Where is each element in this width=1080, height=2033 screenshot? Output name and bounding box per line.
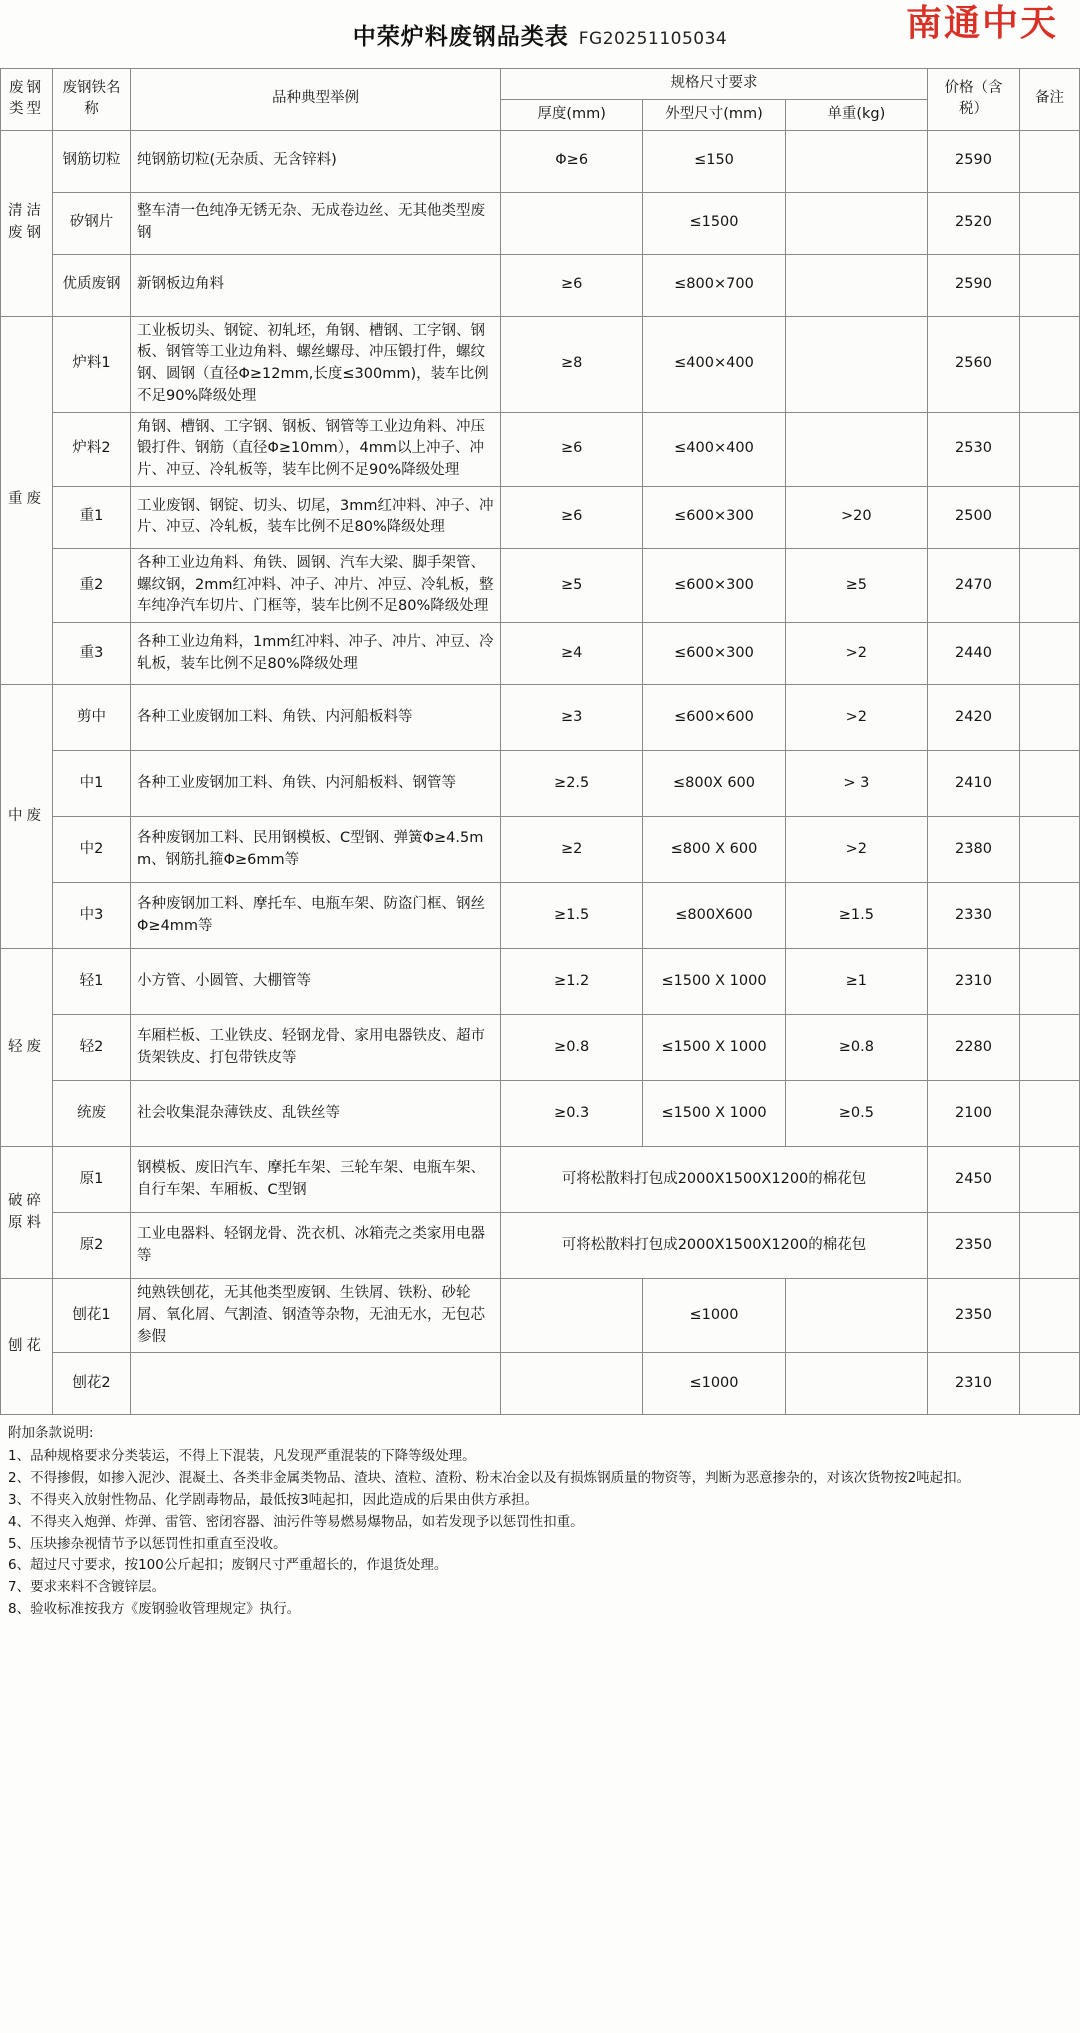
- unit-weight-cell: ≥0.8: [785, 1015, 927, 1081]
- col-remark: 备注: [1020, 69, 1080, 131]
- col-unit-weight: 单重(kg): [785, 99, 927, 130]
- note-item: 4、不得夹入炮弹、炸弹、雷管、密闭容器、油污件等易燃易爆物品，如若发现予以惩罚性扣重。: [8, 1513, 584, 1530]
- example-cell: 纯钢筋切粒(无杂质、无含锌料): [131, 130, 501, 192]
- price-cell: 2330: [928, 883, 1020, 949]
- category-cell: [1, 1147, 53, 1279]
- col-example: 品种典型举例: [131, 69, 501, 131]
- table-row: [1, 1279, 1080, 1353]
- col-name: 废钢铁名称: [53, 69, 131, 131]
- grade-name-cell: 中1: [53, 751, 131, 817]
- price-cell: 2100: [928, 1081, 1020, 1147]
- remark-cell: [1020, 412, 1080, 486]
- grade-name-cell: 矽钢片: [53, 192, 131, 254]
- table-row: [1, 254, 1080, 316]
- unit-weight-cell: [785, 1279, 927, 1353]
- price-cell: 2500: [928, 486, 1020, 548]
- price-cell: 2310: [928, 1353, 1020, 1415]
- unit-weight-cell: ≥1.5: [785, 883, 927, 949]
- grade-name-cell: 炉料1: [53, 316, 131, 412]
- unit-weight-cell: [785, 412, 927, 486]
- thickness-cell: ≥3: [501, 685, 643, 751]
- table-row: [1, 751, 1080, 817]
- table-row: [1, 548, 1080, 622]
- col-outer-size: 外型尺寸(mm): [643, 99, 785, 130]
- price-cell: 2420: [928, 685, 1020, 751]
- unit-weight-cell: [785, 192, 927, 254]
- example-cell: 各种工业废钢加工料、角铁、内河船板料、钢管等: [131, 751, 501, 817]
- price-cell: 2410: [928, 751, 1020, 817]
- thickness-cell: ≥6: [501, 486, 643, 548]
- example-cell: 各种工业废钢加工料、角铁、内河船板料等: [131, 685, 501, 751]
- example-cell: 工业电器料、轻钢龙骨、洗衣机、冰箱壳之类家用电器等: [131, 1213, 501, 1279]
- thickness-cell: ≥0.3: [501, 1081, 643, 1147]
- note-item: 2、不得掺假，如掺入泥沙、混凝土、各类非金属类物品、渣块、渣粒、渣粉、粉末冶金以及有损炼钢质量的物资等，判断为恶意掺杂的，对该次货物按2吨起扣。: [8, 1469, 971, 1486]
- remark-cell: [1020, 1015, 1080, 1081]
- outer-size-cell: ≤400×400: [643, 412, 785, 486]
- category-label: 清洁废钢: [8, 203, 45, 241]
- thickness-cell: ≥0.8: [501, 1015, 643, 1081]
- price-cell: 2530: [928, 412, 1020, 486]
- table-row: [1, 412, 1080, 486]
- grade-name-cell: 炉料2: [53, 412, 131, 486]
- price-cell: 2450: [928, 1147, 1020, 1213]
- unit-weight-cell: [785, 254, 927, 316]
- category-cell: [1, 685, 53, 949]
- outer-size-cell: ≤1000: [643, 1353, 785, 1415]
- thickness-cell: [501, 1353, 643, 1415]
- example-cell: 钢模板、废旧汽车、摩托车架、三轮车架、电瓶车架、自行车架、车厢板、C型钢: [131, 1147, 501, 1213]
- table-row: [1, 1213, 1080, 1279]
- outer-size-cell: ≤400×400: [643, 316, 785, 412]
- unit-weight-cell: >20: [785, 486, 927, 548]
- outer-size-cell: ≤600×300: [643, 623, 785, 685]
- price-cell: 2590: [928, 254, 1020, 316]
- thickness-cell: Φ≥6: [501, 130, 643, 192]
- category-cell: [1, 1279, 53, 1415]
- title-wrap: [353, 18, 727, 51]
- price-cell: 2350: [928, 1279, 1020, 1353]
- remark-cell: [1020, 1279, 1080, 1353]
- additional-terms: [0, 1415, 1080, 1639]
- remark-cell: [1020, 1147, 1080, 1213]
- remark-cell: [1020, 254, 1080, 316]
- category-cell: [1, 316, 53, 685]
- grade-name-cell: 优质废钢: [53, 254, 131, 316]
- page-title: 中荣炉料废钢品类表: [352, 23, 569, 50]
- table-row: [1, 1353, 1080, 1415]
- price-cell: 2590: [928, 130, 1020, 192]
- example-cell: 小方管、小圆管、大棚管等: [131, 949, 501, 1015]
- price-cell: 2380: [928, 817, 1020, 883]
- unit-weight-cell: ≥0.5: [785, 1081, 927, 1147]
- grade-name-cell: 原2: [53, 1213, 131, 1279]
- outer-size-cell: ≤150: [643, 130, 785, 192]
- thickness-cell: ≥2: [501, 817, 643, 883]
- note-item: 5、压块掺杂视情节予以惩罚性扣重直至没收。: [8, 1535, 287, 1552]
- table-row: [1, 623, 1080, 685]
- outer-size-cell: ≤800 X 600: [643, 817, 785, 883]
- price-cell: 2310: [928, 949, 1020, 1015]
- example-cell: 工业废钢、钢锭、切头、切尾，3mm红冲料、冲子、冲片、冲豆、冷轧板，装车比例不足80%降级处理: [131, 486, 501, 548]
- table-row: [1, 685, 1080, 751]
- example-cell: 工业板切头、钢锭、初轧坯，角钢、槽钢、工字钢、钢板、钢管等工业边角料、螺丝螺母、冲压锻打件，螺纹钢、圆钢（直径Φ≥12mm,长度≤300mm)，装车比例不足90%降级处理: [131, 316, 501, 412]
- document-code: FG20251105034: [578, 28, 728, 49]
- remark-cell: [1020, 130, 1080, 192]
- grade-name-cell: 原1: [53, 1147, 131, 1213]
- category-label: 轻废: [8, 1038, 45, 1055]
- example-cell: 社会收集混杂薄铁皮、乱铁丝等: [131, 1081, 501, 1147]
- merged-spec-cell: 可将松散料打包成2000X1500X1200的棉花包: [501, 1147, 928, 1213]
- price-cell: 2520: [928, 192, 1020, 254]
- thickness-cell: ≥4: [501, 623, 643, 685]
- price-cell: 2560: [928, 316, 1020, 412]
- category-cell: [1, 130, 53, 316]
- unit-weight-cell: >2: [785, 685, 927, 751]
- col-type: 废钢类型: [1, 69, 53, 131]
- table-row: [1, 1015, 1080, 1081]
- unit-weight-cell: >2: [785, 623, 927, 685]
- example-cell: 新钢板边角料: [131, 254, 501, 316]
- remark-cell: [1020, 548, 1080, 622]
- grade-name-cell: 钢筋切粒: [53, 130, 131, 192]
- thickness-cell: ≥6: [501, 412, 643, 486]
- remark-cell: [1020, 623, 1080, 685]
- category-label: 刨花: [8, 1337, 45, 1354]
- grade-name-cell: 统废: [53, 1081, 131, 1147]
- note-item: 6、超过尺寸要求，按100公斤起扣；废钢尺寸严重超长的，作退货处理。: [8, 1557, 448, 1574]
- grade-name-cell: 重3: [53, 623, 131, 685]
- outer-size-cell: ≤600×600: [643, 685, 785, 751]
- table-row: [1, 817, 1080, 883]
- thickness-cell: ≥5: [501, 548, 643, 622]
- remark-cell: [1020, 192, 1080, 254]
- thickness-cell: ≥8: [501, 316, 643, 412]
- document-header: [0, 0, 1080, 68]
- remark-cell: [1020, 486, 1080, 548]
- table-row: [1, 883, 1080, 949]
- unit-weight-cell: >2: [785, 817, 927, 883]
- unit-weight-cell: [785, 130, 927, 192]
- remark-cell: [1020, 685, 1080, 751]
- example-cell: 整车清一色纯净无锈无杂、无成卷边丝、无其他类型废钢: [131, 192, 501, 254]
- example-cell: 各种废钢加工料、摩托车、电瓶车架、防盗门框、钢丝Φ≥4mm等: [131, 883, 501, 949]
- grade-name-cell: 中3: [53, 883, 131, 949]
- thickness-cell: ≥2.5: [501, 751, 643, 817]
- grade-name-cell: 重1: [53, 486, 131, 548]
- thickness-cell: ≥1.5: [501, 883, 643, 949]
- thickness-cell: ≥1.2: [501, 949, 643, 1015]
- col-spec-group: 规格尺寸要求: [501, 69, 928, 100]
- remark-cell: [1020, 1213, 1080, 1279]
- outer-size-cell: ≤800×700: [643, 254, 785, 316]
- grade-name-cell: 剪中: [53, 685, 131, 751]
- outer-size-cell: ≤800X 600: [643, 751, 785, 817]
- price-cell: 2350: [928, 1213, 1020, 1279]
- example-cell: 各种工业边角料，1mm红冲料、冲子、冲片、冲豆、冷轧板，装车比例不足80%降级处理: [131, 623, 501, 685]
- remark-cell: [1020, 751, 1080, 817]
- note-item: 1、品种规格要求分类装运，不得上下混装，凡发现严重混装的下降等级处理。: [8, 1448, 476, 1465]
- notes-heading: 附加条款说明:: [8, 1425, 94, 1442]
- table-row: [1, 949, 1080, 1015]
- note-item: 7、要求来料不含镀锌层。: [8, 1579, 166, 1596]
- col-thickness: 厚度(mm): [501, 99, 643, 130]
- col-price: 价格（含税）: [928, 69, 1020, 131]
- price-cell: 2280: [928, 1015, 1020, 1081]
- grade-name-cell: 轻2: [53, 1015, 131, 1081]
- category-label: 中废: [8, 807, 45, 824]
- price-cell: 2470: [928, 548, 1020, 622]
- unit-weight-cell: > 3: [785, 751, 927, 817]
- outer-size-cell: ≤1500 X 1000: [643, 949, 785, 1015]
- grade-name-cell: 中2: [53, 817, 131, 883]
- outer-size-cell: ≤600×300: [643, 548, 785, 622]
- table-row: [1, 192, 1080, 254]
- table-head: [1, 69, 1080, 131]
- table-row: [1, 486, 1080, 548]
- table-row: [1, 1081, 1080, 1147]
- table-row: [1, 1147, 1080, 1213]
- remark-cell: [1020, 883, 1080, 949]
- notes-list: [8, 1446, 1072, 1621]
- remark-cell: [1020, 817, 1080, 883]
- merged-spec-cell: 可将松散料打包成2000X1500X1200的棉花包: [501, 1213, 928, 1279]
- note-item: 8、验收标准按我方《废钢验收管理规定》执行。: [8, 1601, 301, 1618]
- header-row-1: [1, 69, 1080, 100]
- example-cell: 各种废钢加工料、民用钢模板、C型钢、弹簧Φ≥4.5mm、钢筋扎箍Φ≥6mm等: [131, 817, 501, 883]
- unit-weight-cell: ≥1: [785, 949, 927, 1015]
- brand-logo: 南通中天: [905, 3, 1058, 44]
- example-cell: 纯熟铁刨花，无其他类型废钢、生铁屑、铁粉、砂轮屑、氧化屑、气割渣、钢渣等杂物，无油无水，无包芯参假: [131, 1279, 501, 1353]
- remark-cell: [1020, 316, 1080, 412]
- thickness-cell: ≥6: [501, 254, 643, 316]
- grade-name-cell: 刨花2: [53, 1353, 131, 1415]
- remark-cell: [1020, 1353, 1080, 1415]
- outer-size-cell: ≤1500: [643, 192, 785, 254]
- example-cell: 角钢、槽钢、工字钢、钢板、钢管等工业边角料、冲压锻打件、钢筋（直径Φ≥10mm），4mm以上冲子、冲片、冲豆、冷轧板等，装车比例不足90%降级处理: [131, 412, 501, 486]
- category-label: 重废: [8, 491, 45, 508]
- table-row: [1, 130, 1080, 192]
- thickness-cell: [501, 1279, 643, 1353]
- thickness-cell: [501, 192, 643, 254]
- category-cell: [1, 949, 53, 1147]
- table-body: [1, 130, 1080, 1415]
- example-cell: 各种工业边角料、角铁、圆钢、汽车大梁、脚手架管、螺纹钢，2mm红冲料、冲子、冲片、冲豆、冷轧板，整车纯净汽车切片、门框等，装车比例不足80%降级处理: [131, 548, 501, 622]
- grade-name-cell: 刨花1: [53, 1279, 131, 1353]
- example-cell: 车厢栏板、工业铁皮、轻钢龙骨、家用电器铁皮、超市货架铁皮、打包带铁皮等: [131, 1015, 501, 1081]
- unit-weight-cell: [785, 1353, 927, 1415]
- grade-name-cell: 重2: [53, 548, 131, 622]
- note-item: 3、不得夹入放射性物品、化学剧毒物品，最低按3吨起扣，因此造成的后果由供方承担。: [8, 1491, 539, 1508]
- scrap-steel-price-table: [0, 68, 1080, 1415]
- outer-size-cell: ≤600×300: [643, 486, 785, 548]
- outer-size-cell: ≤800X600: [643, 883, 785, 949]
- table-row: [1, 316, 1080, 412]
- remark-cell: [1020, 949, 1080, 1015]
- price-cell: 2440: [928, 623, 1020, 685]
- example-cell: [131, 1353, 501, 1415]
- unit-weight-cell: ≥5: [785, 548, 927, 622]
- category-label: 破碎原料: [8, 1192, 45, 1231]
- outer-size-cell: ≤1500 X 1000: [643, 1015, 785, 1081]
- outer-size-cell: ≤1500 X 1000: [643, 1081, 785, 1147]
- unit-weight-cell: [785, 316, 927, 412]
- grade-name-cell: 轻1: [53, 949, 131, 1015]
- outer-size-cell: ≤1000: [643, 1279, 785, 1353]
- remark-cell: [1020, 1081, 1080, 1147]
